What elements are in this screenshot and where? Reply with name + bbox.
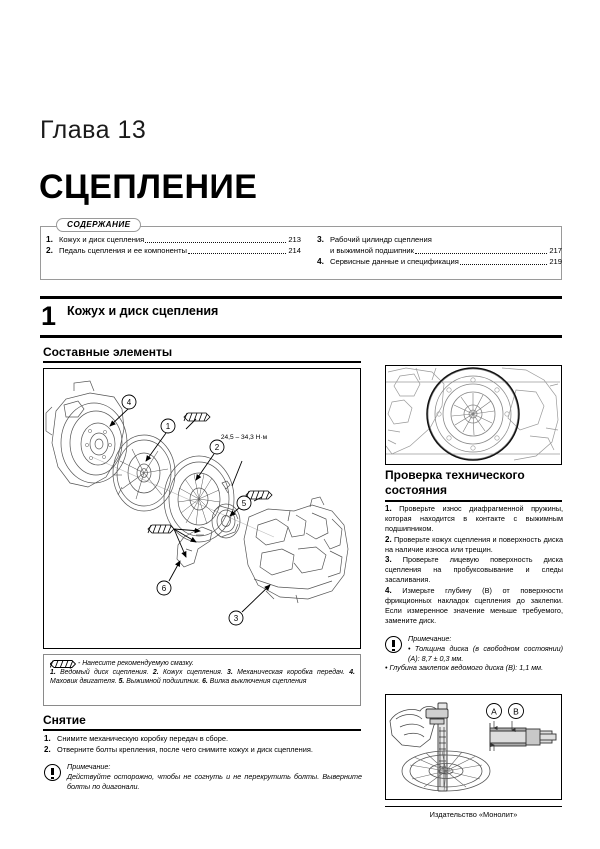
toc-leader-dots bbox=[145, 242, 286, 243]
section-title: Кожух и диск сцепления bbox=[67, 304, 219, 318]
toc-leader-dots bbox=[460, 264, 548, 265]
components-legend-box bbox=[43, 654, 361, 706]
inspection-step-text: Проверьте кожух сцепления и поверхность диска на наличие износа или трещин. bbox=[385, 534, 563, 554]
components-heading-rule bbox=[43, 361, 361, 363]
toc-item-label: Педаль сцепления и ее компоненты bbox=[59, 246, 188, 255]
grease-symbol-icon bbox=[50, 660, 76, 667]
svg-text:А: А bbox=[491, 706, 497, 717]
toc-leader-dots bbox=[188, 253, 286, 254]
toc-item-1[interactable] bbox=[46, 234, 301, 245]
inspection-note bbox=[385, 634, 563, 664]
removal-note-text: Действуйте осторожно, чтобы не согнуть и не перекрутить болты. Выверните болты по диагонали. bbox=[67, 772, 362, 791]
removal-step-1 bbox=[44, 734, 362, 745]
part-name-3: Механическая коробка передач. bbox=[237, 669, 345, 676]
toc-column-left bbox=[40, 234, 301, 267]
disc-thickness-measurement-illustration bbox=[385, 694, 562, 800]
clutch-exploded-diagram bbox=[43, 368, 361, 649]
part-num-3: 3. bbox=[227, 669, 233, 676]
removal-heading: Снятие bbox=[43, 713, 86, 727]
inspection-note-title: Примечание: bbox=[408, 634, 452, 643]
inspection-step-text: Проверьте лицевую поверхность диска сцепления на пробуксовывание и следы засаливания. bbox=[385, 555, 563, 585]
svg-text:1: 1 bbox=[165, 422, 171, 431]
part-name-1: Ведомый диск сцепления. bbox=[60, 669, 149, 676]
toc-item-page: 217 bbox=[549, 246, 562, 255]
part-name-6: Вилка выключения сцепления bbox=[209, 678, 307, 686]
inspection-step-number: 2. bbox=[385, 534, 392, 544]
grease-legend-text: - Нанесите рекомендуемую смазку. bbox=[78, 660, 194, 667]
section-rule-top bbox=[40, 296, 562, 299]
inspection-heading-rule bbox=[385, 500, 562, 502]
svg-text:В: В bbox=[513, 706, 519, 717]
svg-text:24,5 – 34,3 Н·м: 24,5 – 34,3 Н·м bbox=[220, 434, 268, 441]
inspection-step-text: Измерьте глубину (В) от поверхности фрикционных накладок сцепления до заклепки. Если измеренное значение меньше требуемого, замените диск. bbox=[385, 585, 563, 626]
removal-heading-rule bbox=[43, 729, 361, 731]
toc-item-2[interactable] bbox=[46, 245, 301, 256]
part-name-5: Выжимной подшипник. bbox=[126, 678, 201, 686]
svg-text:5: 5 bbox=[241, 499, 247, 508]
svg-text:2: 2 bbox=[214, 443, 220, 452]
part-name-4: Маховик двигателя. bbox=[50, 678, 117, 686]
components-heading: Составные элементы bbox=[43, 345, 173, 359]
toc-item-number: 1. bbox=[46, 234, 53, 244]
inspection-step-4 bbox=[385, 586, 563, 627]
removal-step-text: Снимите механическую коробку передач в сборе. bbox=[57, 734, 229, 743]
part-num-2: 2. bbox=[152, 669, 159, 676]
toc-legend-label: СОДЕРЖАНИЕ bbox=[56, 218, 141, 232]
inspection-step-text: Проверьте износ диафрагменной пружины, которая находится в контакте с выжимным подшипником. bbox=[385, 504, 563, 534]
section-number: 1 bbox=[41, 301, 57, 331]
removal-step-number: 2. bbox=[44, 744, 51, 754]
toc-item-number: 3. bbox=[317, 234, 324, 244]
inspection-step-2 bbox=[385, 535, 563, 555]
toc-column-right bbox=[301, 234, 562, 267]
toc-item-number: 4. bbox=[317, 256, 324, 266]
parts-legend-text bbox=[50, 668, 355, 687]
warning-exclamation-icon bbox=[44, 764, 61, 781]
toc-item-3[interactable] bbox=[317, 234, 562, 245]
removal-step-2 bbox=[44, 745, 362, 756]
inspection-note-body bbox=[408, 634, 563, 664]
toc-columns bbox=[40, 234, 562, 267]
svg-text:3: 3 bbox=[233, 614, 239, 623]
removal-step-text: Отверните болты крепления, после чего снимите кожух и диск сцепления. bbox=[57, 744, 313, 754]
removal-note bbox=[44, 762, 362, 792]
footer-rule bbox=[385, 806, 562, 807]
toc-item-label-cont: и выжимной подшипник bbox=[330, 246, 414, 255]
toc-item-page: 219 bbox=[549, 257, 562, 266]
toc-item-label: Сервисные данные и спецификация bbox=[330, 257, 459, 266]
toc-item-page: 214 bbox=[288, 246, 301, 255]
part-num-1: 1. bbox=[50, 669, 56, 676]
inspection-step-3 bbox=[385, 555, 563, 586]
inspection-step-number: 4. bbox=[385, 585, 392, 595]
warning-exclamation-icon bbox=[385, 636, 402, 653]
part-num-6: 6. bbox=[202, 678, 208, 686]
inspection-note-item-1: • Толщина диска (в свободном состоянии) (А): 8,7 ± 0,3 мм. bbox=[408, 644, 563, 663]
removal-step-number: 1. bbox=[44, 734, 51, 743]
chapter-title: СЦЕПЛЕНИЕ bbox=[39, 168, 258, 206]
toc-item-number: 2. bbox=[46, 245, 53, 255]
inspection-steps bbox=[385, 504, 563, 626]
toc-item-4[interactable] bbox=[317, 256, 562, 267]
chapter-label: Глава 13 bbox=[40, 116, 147, 144]
clutch-photo-illustration bbox=[385, 365, 562, 465]
part-name-2: Кожух сцепления. bbox=[162, 669, 223, 676]
removal-steps bbox=[44, 734, 362, 755]
inspection-step-number: 1. bbox=[385, 504, 392, 513]
toc-item-3-cont[interactable] bbox=[317, 245, 562, 256]
part-num-4: 4. bbox=[349, 669, 355, 676]
toc-leader-dots bbox=[415, 253, 547, 254]
toc-item-page: 213 bbox=[288, 235, 301, 244]
inspection-step-number: 3. bbox=[385, 555, 392, 565]
part-num-5: 5. bbox=[118, 678, 125, 686]
removal-note-title: Примечание: bbox=[67, 762, 111, 771]
inspection-step-1 bbox=[385, 504, 563, 535]
section-rule-bottom bbox=[40, 335, 562, 338]
inspection-note-item-2: • Глубина заклепок ведомого диска (В): 1,1 мм. bbox=[385, 663, 544, 672]
svg-text:4: 4 bbox=[126, 398, 132, 407]
grease-legend-line bbox=[50, 659, 355, 668]
removal-note-body bbox=[67, 762, 362, 792]
inspection-heading: Проверка технического состояния bbox=[385, 468, 525, 497]
toc-item-label: Кожух и диск сцепления bbox=[59, 235, 145, 244]
toc-item-label: Рабочий цилиндр сцепления bbox=[330, 235, 432, 244]
footer-publisher: Издательство «Монолит» bbox=[429, 810, 518, 819]
svg-text:6: 6 bbox=[161, 584, 167, 593]
